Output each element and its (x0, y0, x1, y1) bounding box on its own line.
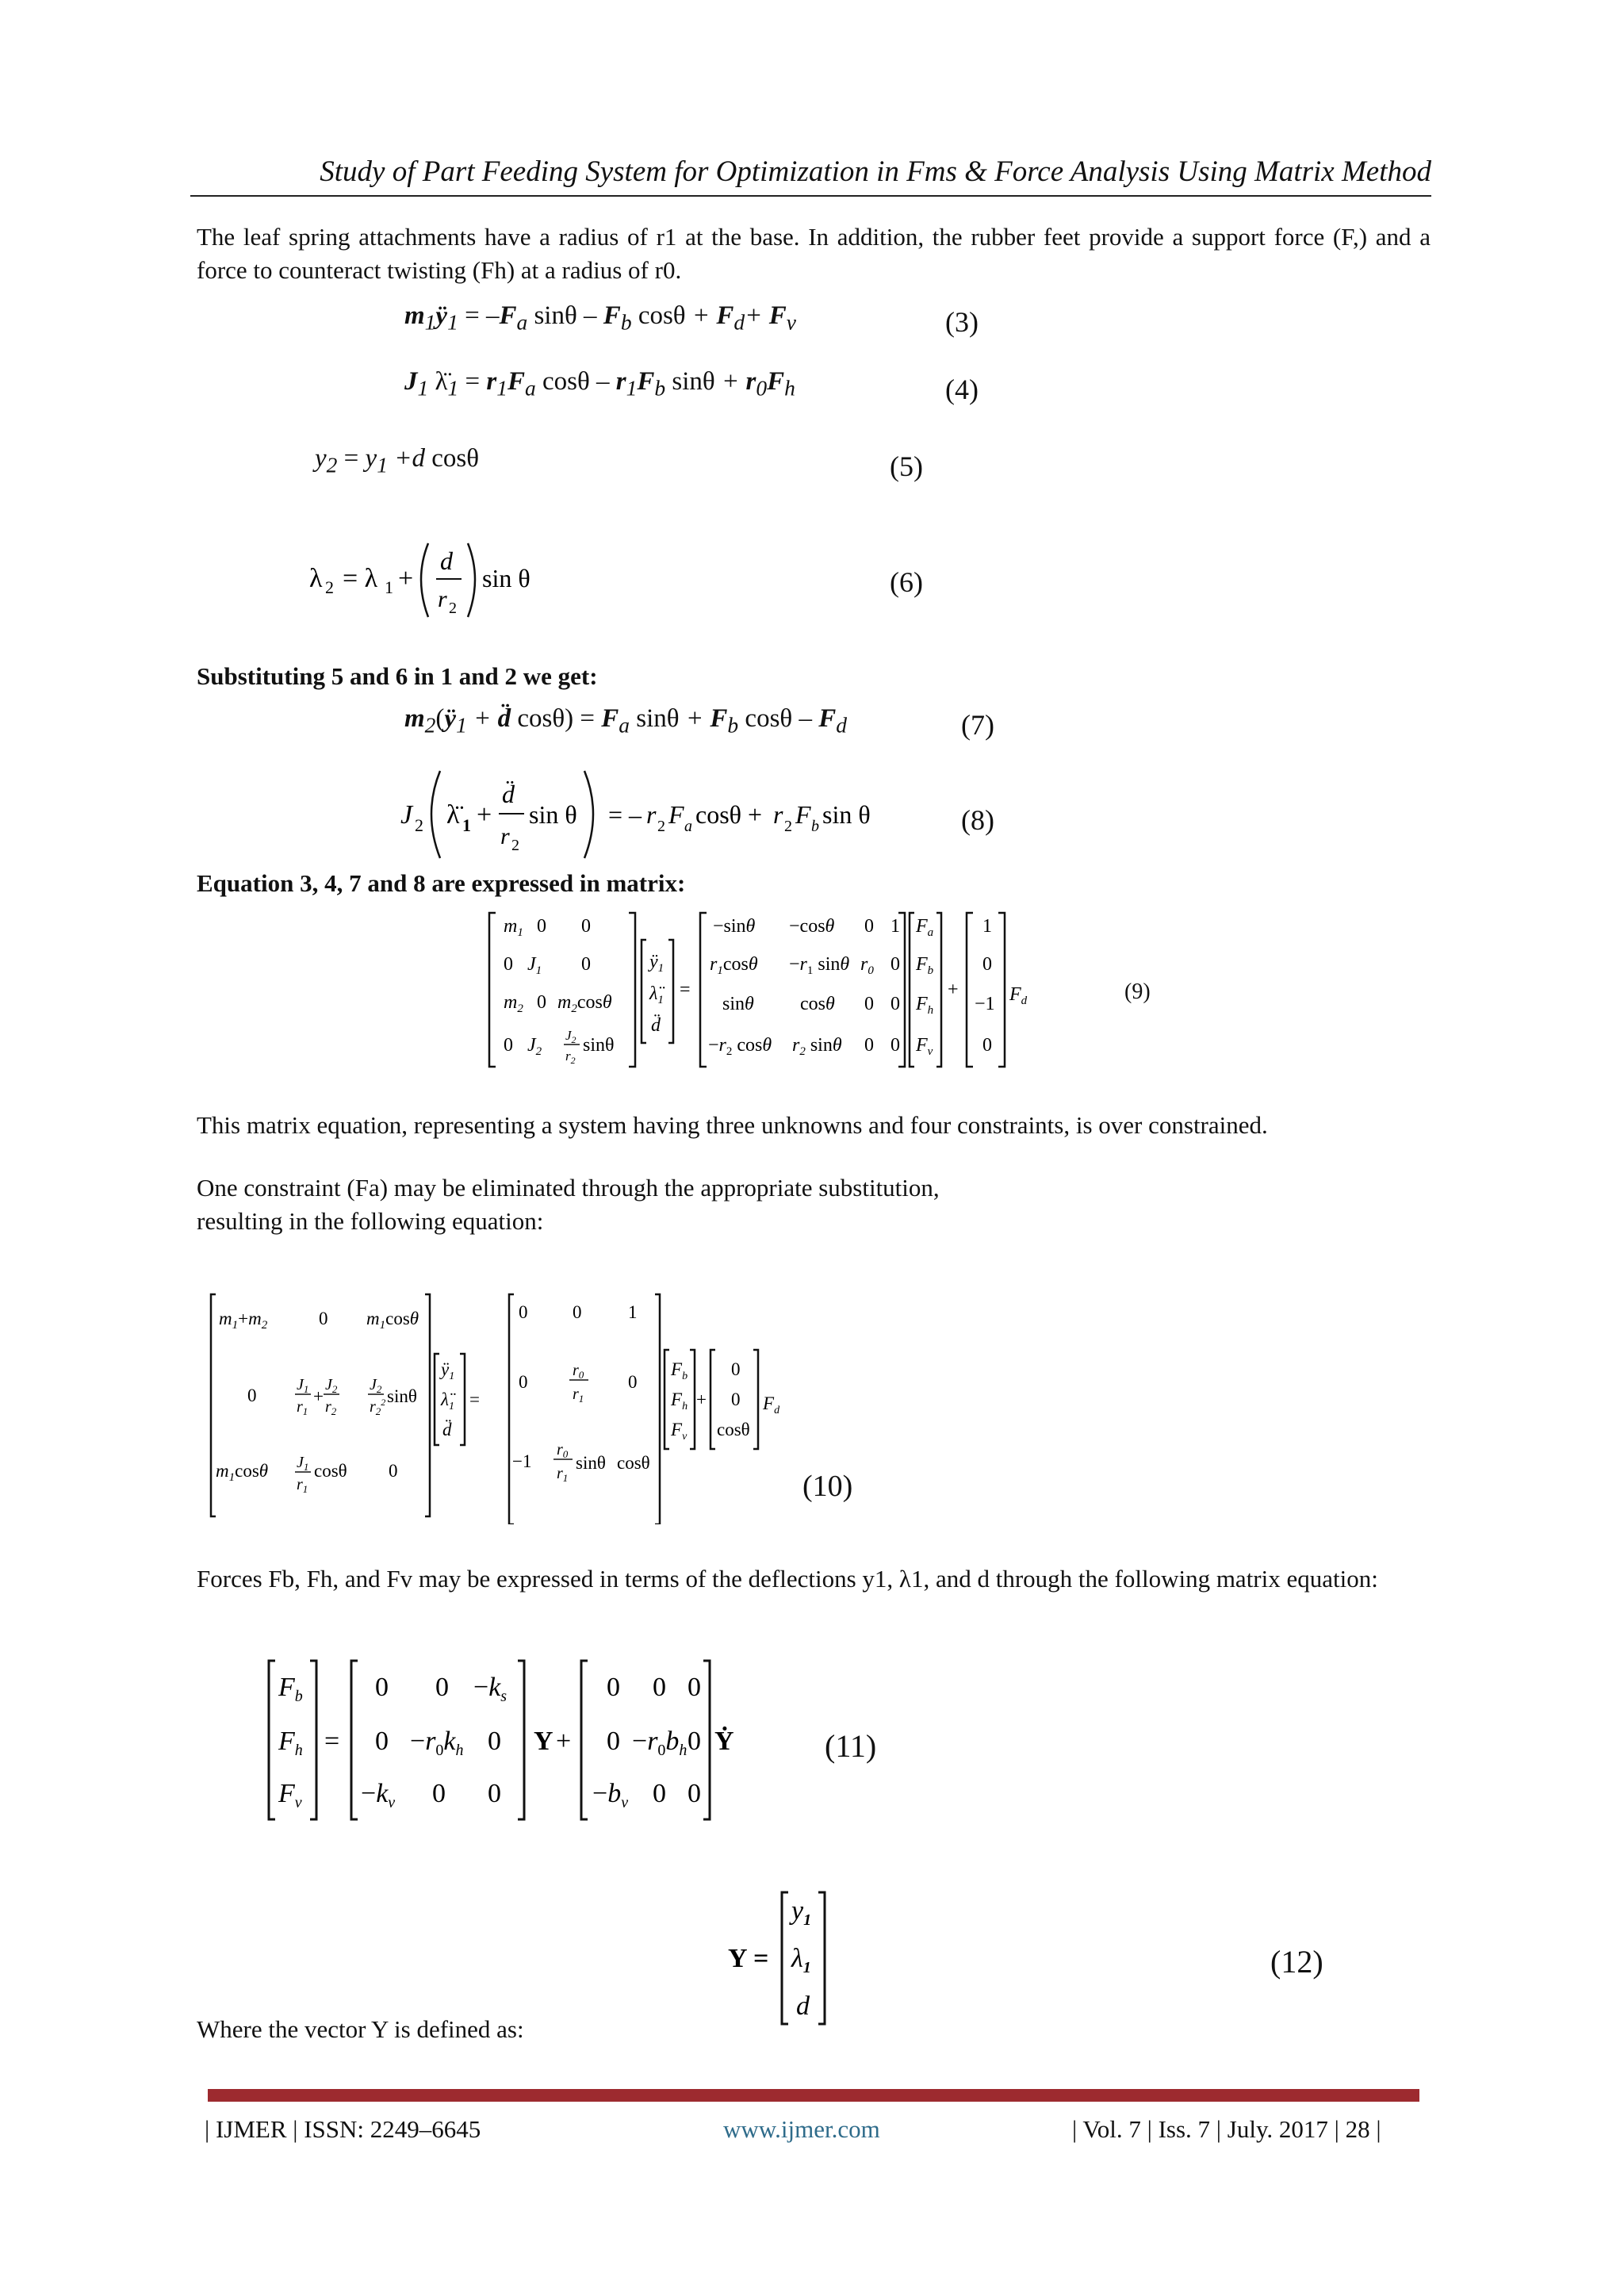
svg-text:ÿ1: $ÿ_1$ (441, 1359, 455, 1382)
svg-text:0: 0 (432, 1779, 446, 1808)
svg-text:F: F (795, 800, 811, 829)
svg-text:r: r (438, 586, 447, 612)
svg-text:J2: $J_2$ (527, 1035, 542, 1058)
equation-5: $y_2 = y_1 +d$ cosθ (315, 444, 480, 477)
svg-text:λ̈1: $\lambdä_1$ (441, 1389, 454, 1412)
svg-text:Fa: $F_a$ (916, 916, 934, 939)
heading-substituting: Substituting 5 and 6 in 1 and 2 we get: (197, 662, 598, 690)
svg-text:+: + (313, 1386, 324, 1406)
svg-text:r22: $r_2^2$ (370, 1397, 386, 1417)
svg-text:0: 0 (731, 1389, 741, 1409)
svg-text:cosθ +: cosθ + (695, 800, 763, 829)
svg-text:r0: $r_0$ (860, 954, 874, 977)
svg-text:2: 2 (449, 600, 457, 617)
svg-text:r: r (646, 800, 657, 829)
svg-text:m2: $m_2$ (504, 992, 523, 1015)
svg-text:J2: $J_2$ (370, 1376, 382, 1395)
footer-journal-issn: | IJMER | ISSN: 2249–6645 (205, 2115, 481, 2143)
svg-text:0: 0 (375, 1673, 389, 1702)
paragraph-leaf-spring: The leaf spring attachments have a radius of r1 at the base. In addition, the rubber feet provide a support force (F,) and a force to counteract twisting (Fh) at a radius of r0. (197, 223, 1431, 284)
svg-text:d̈: d̈ (442, 1420, 452, 1439)
svg-text:Fv: $F_v$ (278, 1779, 302, 1811)
svg-text:+: + (398, 564, 414, 593)
svg-text:0: 0 (581, 916, 591, 937)
svg-text:m2cosθ: $m_2\cos\theta$ (557, 992, 612, 1015)
paragraph-vector-definition: Where the vector Y is defined as: (197, 2015, 524, 2043)
svg-text:−1: −1 (512, 1451, 532, 1471)
svg-text:Fh: $F_h$ (671, 1389, 688, 1412)
equation-number-11: (11) (825, 1728, 877, 1764)
svg-text:0: 0 (389, 1461, 398, 1481)
svg-text:0: 0 (688, 1727, 701, 1756)
svg-text:r0: $r_0$ (573, 1362, 584, 1381)
svg-text:+: + (477, 800, 492, 830)
svg-text:sin θ: sin θ (529, 800, 577, 829)
svg-text:Fv: $F_v$ (916, 1035, 933, 1058)
svg-text:1: 1 (385, 577, 393, 597)
svg-text:0: 0 (688, 1779, 701, 1808)
svg-text:0: 0 (435, 1673, 449, 1702)
paragraph-forces: Forces Fb, Fh, and Fv may be expressed in terms of the deflections y1, λ1, and d through the following matrix equation: (197, 1565, 1378, 1593)
svg-text:1: 1 (891, 916, 900, 937)
svg-text:0: 0 (731, 1359, 741, 1379)
equation-3: $m_1ÿ_1 = -F_a$ sinθ – $F_b$ $\cos\theta + F_d+ F_v$ (404, 301, 796, 335)
svg-text:r0: $r_0$ (557, 1441, 569, 1460)
svg-text:0: 0 (504, 954, 513, 975)
svg-text:r: r (500, 823, 510, 849)
svg-text:r1cosθ: $r_1\cos\theta$ (710, 954, 758, 977)
svg-text:0: 0 (864, 916, 874, 937)
svg-text:Fv: $F_v$ (671, 1420, 688, 1443)
svg-text:−ks: $-k_s$ (473, 1673, 508, 1705)
svg-text:λ̈1: $\lambdä_1$ (649, 983, 664, 1006)
svg-text:m1+m2: $m_1+m_2$ (219, 1309, 268, 1332)
svg-text:=: = (469, 1389, 480, 1409)
svg-text:0: 0 (319, 1309, 328, 1328)
svg-text:0: 0 (537, 916, 546, 937)
svg-text:Y: Y (534, 1727, 553, 1756)
svg-text:r2: $r_2$ (565, 1048, 576, 1066)
svg-text:r2 sinθ: $r_2$ sinθ (792, 1035, 842, 1058)
svg-text:cosθ: cosθ (717, 1420, 750, 1439)
svg-text:m1: $m_1$ (504, 916, 523, 939)
svg-text:Fb: $F_b$ (278, 1673, 303, 1705)
footer-divider-bar (208, 2089, 1419, 2102)
svg-text:Fh: $F_h$ (278, 1727, 303, 1759)
svg-text:λ: λ (309, 564, 323, 593)
svg-text:Fd: $F_d$ (763, 1393, 780, 1416)
svg-text:sin θ: sin θ (822, 800, 871, 829)
svg-text:b: b (811, 818, 819, 835)
svg-text:sinθ: sinθ (576, 1453, 606, 1473)
running-header (190, 151, 1431, 197)
svg-text:d: d (796, 1991, 810, 2021)
svg-text:0: 0 (573, 1302, 582, 1322)
svg-text:0: 0 (982, 954, 992, 975)
equation-9 (488, 908, 1082, 1079)
equation-number-4: (4) (945, 374, 979, 405)
svg-text:sinθ: sinθ (583, 1035, 615, 1056)
svg-text:Fb: $F_b$ (671, 1359, 688, 1382)
svg-text:m1cosθ: $m_1\cos\theta$ (216, 1461, 269, 1484)
svg-text:d: d (440, 546, 453, 575)
footer-website-link[interactable]: www.ijmer.com (723, 2115, 880, 2143)
svg-text:+: + (696, 1389, 707, 1409)
svg-text:cosθ: cosθ (314, 1461, 347, 1481)
svg-text:0: 0 (891, 994, 900, 1014)
svg-text:sin θ: sin θ (482, 564, 530, 592)
svg-text:m1cosθ: $m_1\cos\theta$ (366, 1309, 419, 1332)
svg-text:2: 2 (511, 837, 519, 854)
svg-text:1: 1 (982, 916, 992, 937)
svg-text:=: = (753, 1944, 769, 1973)
svg-text:1: 1 (628, 1302, 638, 1322)
svg-text:0: 0 (891, 1035, 900, 1056)
svg-text:Fh: $F_h$ (916, 994, 934, 1017)
svg-text:−sinθ: −sinθ (713, 916, 756, 937)
svg-text:0: 0 (982, 1035, 992, 1056)
equation-number-8: (8) (961, 804, 994, 836)
equation-10 (208, 1286, 858, 1528)
footer-volume-page: | Vol. 7 | Iss. 7 | July. 2017 | 28 | (1072, 2115, 1381, 2143)
svg-text:2: 2 (657, 818, 665, 835)
svg-text:1: 1 (462, 815, 471, 835)
svg-text:J1: $J_1$ (527, 954, 542, 977)
equation-7: $m_2(ÿ_1$ + d̈ $\cos\theta) = F_a$ $\sin\theta + F_b$ cosθ – $F_d$ (404, 704, 847, 738)
svg-text:= λ: = λ (343, 564, 378, 593)
svg-text:J2: $J_2$ (325, 1376, 338, 1395)
svg-text:0: 0 (688, 1673, 701, 1702)
svg-text:0: 0 (519, 1302, 528, 1322)
svg-text:2: 2 (325, 577, 334, 597)
svg-text:0: 0 (607, 1673, 620, 1702)
svg-text:J2: $J_2$ (565, 1028, 576, 1045)
svg-text:=: = (680, 979, 691, 1000)
svg-text:J1: $J_1$ (297, 1376, 309, 1395)
svg-text:r1: $r_1$ (297, 1476, 308, 1495)
equation-number-10: (10) (802, 1470, 853, 1503)
svg-text:−r1 sinθ: $-r_1$ sinθ (789, 954, 850, 977)
svg-text:λ1: $\lambda_1$ (791, 1944, 811, 1976)
equation-8 (400, 761, 892, 868)
svg-text:y1: $y_1$ (791, 1896, 812, 1929)
svg-text:0: 0 (537, 992, 546, 1013)
svg-text:λ̈: λ̈ (446, 800, 460, 830)
svg-text:d̈: d̈ (502, 780, 515, 808)
equation-number-6: (6) (890, 566, 923, 598)
svg-text:sinθ: sinθ (387, 1386, 417, 1406)
svg-text:−bv: $-b_v$ (592, 1779, 629, 1811)
svg-text:= –: = – (608, 800, 642, 829)
svg-text:−cosθ: −cosθ (789, 916, 835, 937)
svg-text:−r2 cosθ: $-r_2$ cosθ (708, 1035, 772, 1058)
svg-text:Ẏ: Ẏ (714, 1727, 734, 1756)
svg-text:Fd: $F_d$ (1009, 984, 1028, 1007)
svg-text:r1: $r_1$ (557, 1465, 569, 1484)
svg-text:0: 0 (375, 1727, 389, 1756)
header-title: Study of Part Feeding System for Optimization in Fms & Force Analysis Using Matrix Method (320, 155, 1431, 188)
svg-text:0: 0 (247, 1386, 257, 1405)
svg-text:0: 0 (891, 954, 900, 975)
paragraph-over-constrained: This matrix equation, representing a system having three unknowns and four constraints, is over constrained. (197, 1111, 1268, 1139)
svg-text:0: 0 (581, 954, 591, 975)
svg-text:r1: $r_1$ (297, 1398, 308, 1417)
svg-text:+: + (556, 1727, 572, 1756)
svg-text:−r0bh: $-r_0b_h$ (632, 1727, 688, 1759)
svg-text:0: 0 (488, 1779, 501, 1808)
svg-text:−r0kh: $-r_0k_h$ (410, 1727, 464, 1759)
svg-text:r: r (773, 800, 783, 829)
heading-matrix-intro: Equation 3, 4, 7 and 8 are expressed in matrix: (197, 869, 686, 897)
svg-text:J1: $J_1$ (297, 1454, 309, 1473)
svg-text:2: 2 (784, 818, 792, 835)
svg-text:=: = (324, 1727, 340, 1756)
equation-number-3: (3) (945, 306, 979, 338)
svg-text:0: 0 (628, 1372, 638, 1392)
equation-number-9: (9) (1124, 979, 1151, 1004)
svg-text:r2: $r_2$ (325, 1398, 337, 1417)
svg-text:−1: −1 (975, 994, 995, 1014)
svg-text:sinθ: sinθ (722, 994, 754, 1014)
svg-text:J: J (400, 800, 413, 830)
paragraph-eliminate-line1: One constraint (Fa) may be eliminated through the appropriate substitution, (197, 1174, 940, 1202)
paragraph-eliminate (197, 1171, 1431, 1238)
paragraph-eliminate-line2: resulting in the following equation: (197, 1207, 544, 1235)
svg-text:−kv: $-k_v$ (361, 1779, 396, 1811)
svg-text:2: 2 (415, 815, 423, 835)
equation-number-12: (12) (1270, 1944, 1323, 1980)
svg-text:cosθ: cosθ (617, 1453, 650, 1473)
svg-text:0: 0 (607, 1727, 620, 1756)
equation-number-5: (5) (890, 450, 923, 482)
svg-text:ÿ1: $ÿ_1$ (649, 952, 665, 975)
svg-text:0: 0 (488, 1727, 501, 1756)
svg-text:a: a (684, 818, 692, 835)
svg-text:0: 0 (864, 1035, 874, 1056)
svg-text:+: + (948, 979, 959, 1000)
svg-text:0: 0 (519, 1372, 528, 1392)
equation-number-7: (7) (961, 709, 994, 741)
svg-text:F: F (668, 800, 684, 829)
equation-4: $J_1$ $\lambdä_1 = r_1F_a$ cosθ – $r_1F_b$ $\sin\theta + r_0F_h$ (404, 367, 795, 401)
svg-text:d̈: d̈ (651, 1015, 661, 1036)
equation-11 (266, 1656, 868, 1834)
svg-text:Fb: $F_b$ (916, 954, 934, 977)
svg-text:cosθ: cosθ (800, 994, 835, 1014)
svg-text:0: 0 (653, 1673, 666, 1702)
svg-text:0: 0 (864, 994, 874, 1014)
svg-text:Y: Y (728, 1944, 748, 1973)
svg-text:0: 0 (504, 1035, 513, 1056)
equation-6 (309, 531, 563, 631)
svg-text:0: 0 (653, 1779, 666, 1808)
svg-text:r1: $r_1$ (573, 1386, 584, 1405)
